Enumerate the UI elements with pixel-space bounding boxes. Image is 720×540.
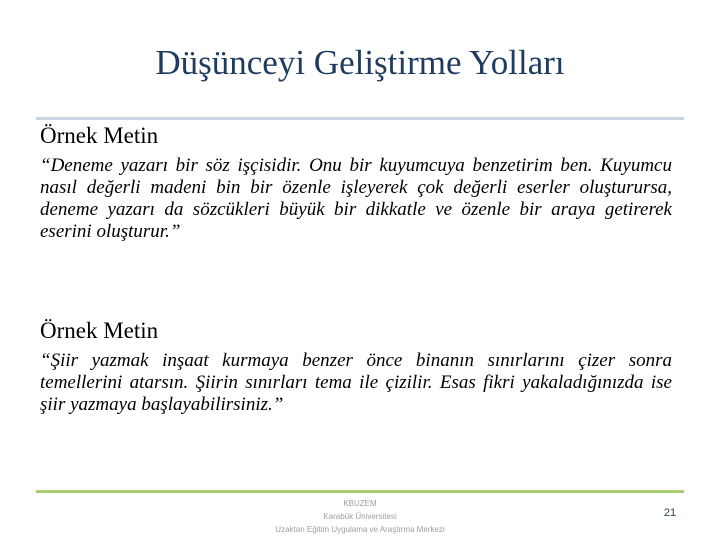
footer-line-kbuzem: KBUZEM: [343, 499, 377, 508]
footer-divider: [36, 490, 684, 493]
footer-institution: [250, 497, 470, 536]
example-quote: “Deneme yazarı bir söz işçisidir. Onu bir kuyumcuya benzetirim ben. Kuyumcu nasıl değerli madeni bin bir özenle işleyerek çok değerli eserler oluşturursa, deneme yazarı da sözcükleri büyük bir dikkatle ve özenle bir araya getirerek eserini oluşturur.”: [40, 155, 672, 242]
example-quote: “Şiir yazmak inşaat kurmaya benzer önce binanın sınırlarını çizer sonra temellerini atarsın. Şiirin sınırları tema ile çizilir. Esas fikri yakaladığınızda ise şiir yazmaya başlayabilirsiniz.”: [40, 350, 672, 415]
example-text-section-1: [40, 121, 672, 243]
section-heading: Örnek Metin: [40, 123, 159, 148]
example-text-section-2: [40, 316, 672, 416]
title-divider: [36, 117, 684, 120]
page-number: 21: [663, 507, 677, 519]
section-heading: Örnek Metin: [40, 318, 159, 343]
slide-title: Düşünceyi Geliştirme Yolları: [155, 43, 565, 82]
footer-line-center: Uzaktan Eğitim Uygulama ve Araştırma Merkezi: [275, 525, 445, 534]
footer-line-university: Karabük Üniversitesi: [323, 512, 397, 521]
